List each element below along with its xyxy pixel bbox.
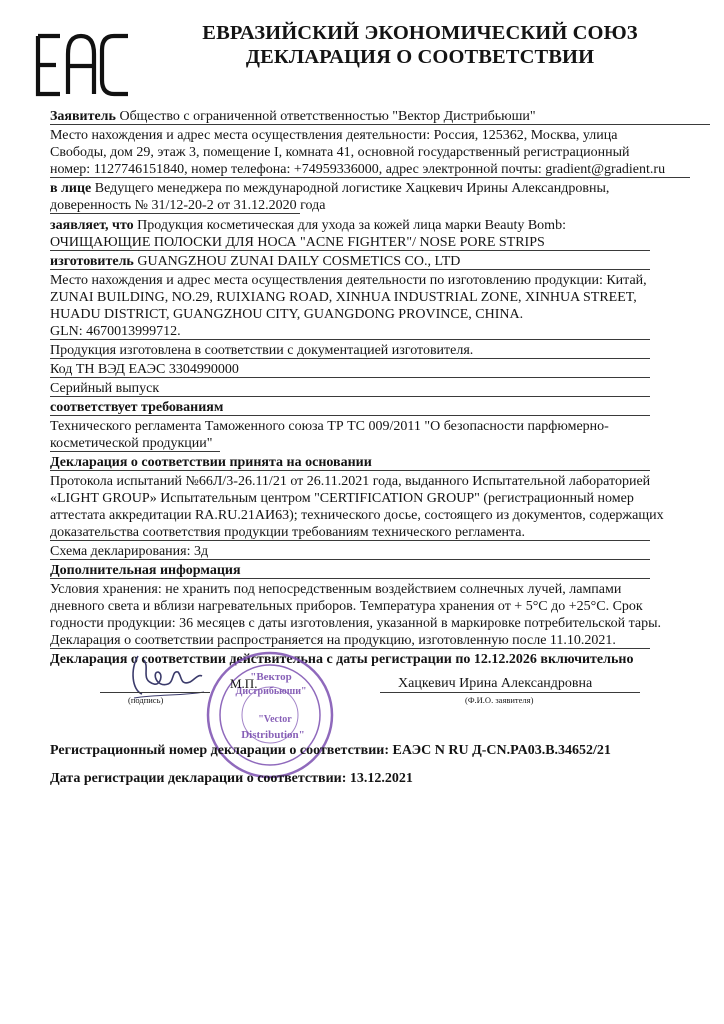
additional-text-2: дневного света и вблизи нагревательных приборов. Температура хранения от + 5°С до +25°С. Срок — [50, 599, 643, 614]
registration-number: Регистрационный номер декларации о соответствии: ЕАЭС N RU Д-CN.PA03.B.34652/21 — [50, 743, 611, 758]
basis-text-4: доказательства соответствия продукции требованиям технического регламента. — [50, 525, 526, 540]
basis-text-2: «LIGHT GROUP» Испытательным центром "CERTIFICATION GROUP" (регистрационный номер — [50, 491, 634, 506]
divider — [50, 250, 650, 251]
manufacturer-address-1: Место нахождения и адрес места осуществления деятельности по изготовлению продукции: Китай, — [50, 273, 647, 288]
divider — [50, 358, 650, 359]
applicant-label: Заявитель — [50, 109, 116, 124]
additional-text-3: годности продукции: 36 месяцев с даты изготовления, указанной в маркировке потребительской тары. — [50, 616, 661, 631]
manufacturer-address-3: HUADU DISTRICT, GUANGZHOU CITY, GUANGDONG PROVINCE, CHINA. — [50, 307, 524, 322]
divider — [50, 177, 690, 178]
registration-date: Дата регистрации декларации о соответствии: 13.12.2021 — [50, 771, 413, 786]
requirements-text-1: Технического регламента Таможенного союза ТР ТС 009/2011 "О безопасности парфюмерно- — [50, 419, 609, 434]
person-text: Ведущего менеджера по международной логистике Хацкевич Ирины Александровны, — [94, 181, 610, 196]
validity-statement: Декларация о соответствии действительна с даты регистрации по 12.12.2026 включительно — [50, 652, 634, 667]
mp-label: М.П. — [230, 676, 258, 691]
applicant-line — [50, 108, 536, 125]
declares-text: Продукция косметическая для ухода за кожей лица марки Beauty Bomb: — [137, 218, 566, 233]
divider — [50, 648, 650, 649]
applicant-address-1: Место нахождения и адрес места осуществления деятельности: Россия, 125362, Москва, улица — [50, 128, 618, 143]
document-subtitle: ДЕКЛАРАЦИЯ О СООТВЕТСТВИИ — [245, 46, 595, 68]
divider — [50, 396, 650, 397]
divider — [50, 559, 650, 560]
divider — [50, 269, 650, 270]
declaration-scheme: Схема декларирования: 3д — [50, 544, 209, 559]
basis-label: Декларация о соответствии принята на основании — [50, 455, 372, 470]
tn-ved-code: Код ТН ВЭД ЕАЭС 3304990000 — [50, 362, 239, 377]
divider — [50, 377, 650, 378]
signer-name: Хацкевич Ирина Александровна — [398, 676, 593, 691]
signature-caption: (подпись) — [128, 695, 164, 705]
stamp-text-1: "Вектор — [250, 671, 292, 683]
product-name: ОЧИЩАЮЩИЕ ПОЛОСКИ ДЛЯ НОСА "ACNE FIGHTER"/ NOSE PORE STRIPS — [50, 235, 545, 250]
stamp-text-2: Дистрибьюши" — [235, 686, 307, 697]
signature-line — [100, 692, 210, 693]
divider — [50, 470, 650, 471]
manufacturer-name: GUANGZHOU ZUNAI DAILY COSMETICS CO., LTD — [137, 254, 461, 269]
applicant-address-2: Свободы, дом 29, этаж 3, помещение I, комната 41, основной государственный регистрационный — [50, 145, 630, 160]
requirements-label: соответствует требованиям — [50, 400, 224, 415]
applicant-name: Общество с ограниченной ответственностью "Вектор Дистрибьюши" — [119, 109, 536, 124]
serial-release: Серийный выпуск — [50, 381, 160, 396]
divider — [50, 415, 650, 416]
additional-text-4: Декларация о соответствии распространяется на продукцию, изготовленную после 11.10.2021. — [50, 633, 616, 648]
eac-logo — [34, 30, 134, 100]
name-caption: (Ф.И.О. заявителя) — [465, 695, 534, 705]
manufacturer-label: изготовитель — [50, 254, 134, 269]
basis-text-3: аттестата аккредитации RA.RU.21АИ63); технического досье, состоящего из документов, содержащих — [50, 508, 664, 523]
declares-label: заявляет, что — [50, 218, 134, 233]
divider — [50, 339, 650, 340]
stamp-text-4: Distribution" — [241, 729, 305, 741]
manufacturer-docs: Продукция изготовлена в соответствии с документацией изготовителя. — [50, 343, 474, 358]
divider — [50, 451, 220, 452]
additional-label: Дополнительная информация — [50, 563, 241, 578]
eac-logo-text: EAC — [34, 30, 36, 31]
stamp-text-3: "Vector — [258, 714, 292, 725]
divider — [50, 578, 650, 579]
name-line — [380, 692, 640, 693]
divider — [50, 540, 650, 541]
additional-text-1: Условия хранения: не хранить под непосредственным воздействием солнечных лучей, лампами — [50, 582, 622, 597]
applicant-address-3: номер: 1127746151840, номер телефона: +74959336000, адрес электронной почты: gradient@gradient.ru — [50, 162, 666, 177]
divider — [50, 124, 710, 125]
gln: GLN: 4670013999712. — [50, 324, 181, 339]
organization-stamp — [205, 650, 335, 780]
person-label: в лице — [50, 181, 92, 196]
power-of-attorney: доверенность № 31/12-20-2 от 31.12.2020 года — [50, 198, 326, 213]
manufacturer-address-2: ZUNAI BUILDING, NO.29, RUIXIANG ROAD, XINHUA INDUSTRIAL ZONE, XINHUA STREET, — [50, 290, 637, 305]
divider — [50, 213, 300, 214]
basis-text-1: Протокола испытаний №66Л/3-26.11/21 от 26.11.2021 года, выданного Испытательной лабораторией — [50, 474, 651, 489]
document-title: ЕВРАЗИЙСКИЙ ЭКОНОМИЧЕСКИЙ СОЮЗ — [202, 22, 638, 44]
requirements-text-2: косметической продукции" — [50, 436, 213, 451]
